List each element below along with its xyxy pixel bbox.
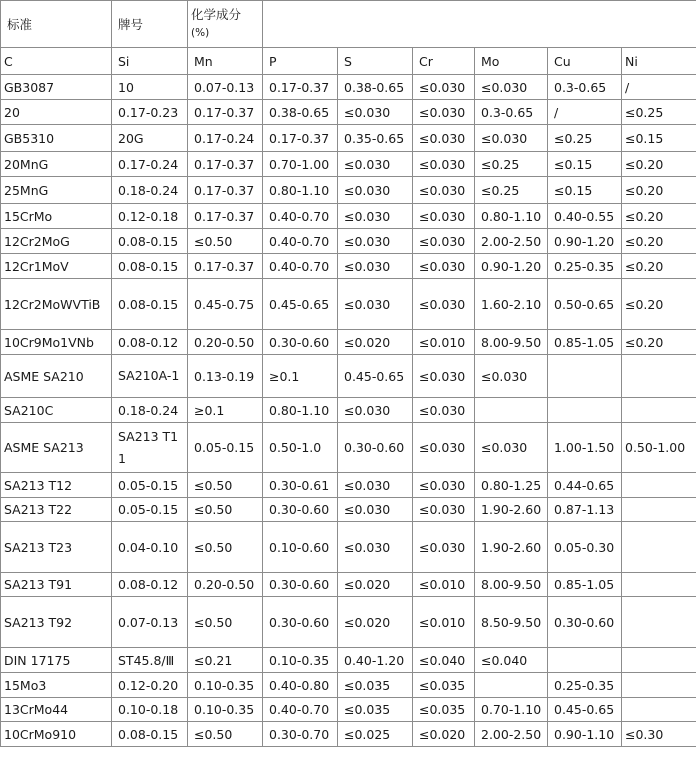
table-cell: SA213 T11	[112, 423, 188, 473]
table-cell: ≤0.25	[475, 177, 548, 204]
table-cell: 12Cr2MoWVTiB	[1, 279, 112, 330]
table-cell: /	[622, 75, 696, 100]
table-cell: ≤0.030	[338, 229, 413, 254]
table-cell: ≤0.50	[188, 229, 263, 254]
table-cell: SA210C	[1, 398, 112, 423]
table-cell	[622, 573, 696, 597]
table-cell: 0.45-0.65	[338, 355, 413, 398]
table-cell: 0.3-0.65	[548, 75, 622, 100]
table-cell	[622, 398, 696, 423]
table-cell: 20MnG	[1, 152, 112, 177]
table-cell	[622, 355, 696, 398]
table-cell: ≤0.030	[475, 423, 548, 473]
table-cell: 0.18-0.24	[112, 398, 188, 423]
table-cell: 0.08-0.15	[112, 722, 188, 747]
table-cell: ≤0.030	[338, 177, 413, 204]
table-cell: 0.30-0.61	[263, 473, 338, 498]
table-cell: SA213 T92	[1, 597, 112, 648]
table-cell: ≤0.030	[413, 229, 475, 254]
table-cell: 20G	[112, 125, 188, 152]
table-cell: 0.35-0.65	[338, 125, 413, 152]
table-row	[1, 498, 696, 522]
table-cell: 0.17-0.37	[188, 254, 263, 279]
table-cell: 0.70-1.10	[475, 698, 548, 722]
table-cell	[622, 522, 696, 573]
table-cell: 0.08-0.15	[112, 254, 188, 279]
table-cell: 0.38-0.65	[338, 75, 413, 100]
table-cell: ≤0.030	[413, 423, 475, 473]
table-cell: SA213 T91	[1, 573, 112, 597]
table-cell: 15Mo3	[1, 673, 112, 698]
table-cell: 0.10-0.60	[263, 522, 338, 573]
table-cell: 0.45-0.75	[188, 279, 263, 330]
table-cell: 0.50-1.0	[263, 423, 338, 473]
table-cell: ≤0.030	[338, 100, 413, 125]
table-cell: 0.17-0.37	[188, 204, 263, 229]
table-cell: 0.38-0.65	[263, 100, 338, 125]
table-cell: S	[338, 48, 413, 75]
table-row	[1, 279, 696, 330]
table-cell: 20	[1, 100, 112, 125]
table-cell: 25MnG	[1, 177, 112, 204]
table-cell: GB3087	[1, 75, 112, 100]
table-cell: 0.08-0.15	[112, 279, 188, 330]
table-cell	[622, 473, 696, 498]
table-cell: ≤0.25	[475, 152, 548, 177]
table-row	[1, 100, 696, 125]
table-cell: 0.90-1.20	[548, 229, 622, 254]
table-row	[1, 48, 696, 75]
table-cell	[475, 398, 548, 423]
table-cell: ≤0.030	[413, 204, 475, 229]
table-cell: Mn	[188, 48, 263, 75]
table-cell: DIN 17175	[1, 648, 112, 673]
table-cell: C	[1, 48, 112, 75]
table-cell: 0.87-1.13	[548, 498, 622, 522]
table-cell: SA213 T22	[1, 498, 112, 522]
table-row	[1, 722, 696, 747]
table-cell: 0.10-0.18	[112, 698, 188, 722]
table-cell: 10CrMo910	[1, 722, 112, 747]
table-cell: 0.3-0.65	[475, 100, 548, 125]
table-cell: 0.40-0.70	[263, 229, 338, 254]
header-composition	[188, 1, 263, 48]
table-cell: ≤0.25	[622, 100, 696, 125]
table-cell: ≤0.030	[475, 355, 548, 398]
table-cell: ≤0.030	[338, 254, 413, 279]
table-cell: 0.07-0.13	[188, 75, 263, 100]
table-cell: ≤0.030	[413, 100, 475, 125]
table-cell: 0.45-0.65	[548, 698, 622, 722]
table-cell: 10Cr9Mo1VNb	[1, 330, 112, 355]
table-cell: 0.30-0.60	[263, 330, 338, 355]
table-cell: Mo	[475, 48, 548, 75]
table-row	[1, 423, 696, 473]
table-cell: 0.20-0.50	[188, 573, 263, 597]
table-cell: /	[548, 100, 622, 125]
table-cell: ≤0.030	[413, 473, 475, 498]
table-cell: 0.80-1.25	[475, 473, 548, 498]
table-cell: 0.17-0.24	[112, 152, 188, 177]
table-cell: ≥0.1	[263, 355, 338, 398]
table-cell: 0.80-1.10	[475, 204, 548, 229]
table-cell: ≤0.030	[338, 204, 413, 229]
table-cell	[475, 673, 548, 698]
table-cell: ≤0.21	[188, 648, 263, 673]
table-cell: ≤0.030	[413, 398, 475, 423]
table-cell: ≤0.030	[475, 125, 548, 152]
header-standard: 标准	[1, 1, 112, 48]
table-cell: 0.40-0.70	[263, 204, 338, 229]
table-cell: ≤0.020	[338, 597, 413, 648]
table-cell: ≤0.030	[338, 279, 413, 330]
table-row	[1, 398, 696, 423]
header-blank	[263, 1, 696, 48]
table-cell: ≤0.50	[188, 597, 263, 648]
table-cell: 2.00-2.50	[475, 229, 548, 254]
table-cell: 0.10-0.35	[263, 648, 338, 673]
table-cell	[548, 355, 622, 398]
table-cell: 0.05-0.15	[188, 423, 263, 473]
table-cell: 0.40-0.70	[263, 254, 338, 279]
table-cell: 0.85-1.05	[548, 573, 622, 597]
table-cell: 0.50-1.00	[622, 423, 696, 473]
table-cell: 8.50-9.50	[475, 597, 548, 648]
table-cell: 0.17-0.37	[188, 100, 263, 125]
table-cell: ≤0.030	[413, 498, 475, 522]
table-cell	[622, 673, 696, 698]
table-cell: Cu	[548, 48, 622, 75]
table-cell: 12Cr1MoV	[1, 254, 112, 279]
table-cell: 8.00-9.50	[475, 330, 548, 355]
table-cell: SA213 T23	[1, 522, 112, 573]
table-cell	[622, 648, 696, 673]
table-cell: 0.05-0.15	[112, 473, 188, 498]
table-cell: ≤0.030	[413, 279, 475, 330]
table-cell	[622, 698, 696, 722]
table-cell: 0.30-0.70	[263, 722, 338, 747]
table-cell: ≤0.020	[338, 573, 413, 597]
table-cell: ≤0.50	[188, 722, 263, 747]
table-cell: 2.00-2.50	[475, 722, 548, 747]
table-cell: ≤0.030	[338, 398, 413, 423]
table-cell: ≤0.030	[338, 152, 413, 177]
table-cell: 0.40-0.70	[263, 698, 338, 722]
table-cell: 0.08-0.15	[112, 229, 188, 254]
table-cell: ≤0.20	[622, 229, 696, 254]
table-cell: GB5310	[1, 125, 112, 152]
table-cell: ≤0.030	[413, 355, 475, 398]
table-cell: 12Cr2MoG	[1, 229, 112, 254]
table-cell: 0.30-0.60	[263, 498, 338, 522]
table-row	[1, 673, 696, 698]
table-cell: 0.30-0.60	[263, 573, 338, 597]
table-cell: ≤0.50	[188, 522, 263, 573]
table-cell: ≤0.025	[338, 722, 413, 747]
table-cell	[622, 597, 696, 648]
table-row	[1, 254, 696, 279]
table-cell: ≤0.50	[188, 473, 263, 498]
table-cell: 0.04-0.10	[112, 522, 188, 573]
table-cell: ≤0.20	[622, 177, 696, 204]
table-row	[1, 355, 696, 398]
table-cell: ≤0.25	[548, 125, 622, 152]
table-cell: 0.90-1.10	[548, 722, 622, 747]
table-cell: ≤0.035	[413, 673, 475, 698]
table-row	[1, 573, 696, 597]
table-cell: 0.12-0.18	[112, 204, 188, 229]
table-cell: 0.30-0.60	[338, 423, 413, 473]
table-cell: ST45.8/Ⅲ	[112, 648, 188, 673]
table-cell: ≤0.15	[548, 177, 622, 204]
table-cell: SA213 T12	[1, 473, 112, 498]
table-cell: 0.17-0.23	[112, 100, 188, 125]
table-cell: ≥0.1	[188, 398, 263, 423]
table-cell: 1.60-2.10	[475, 279, 548, 330]
table-cell: ≤0.030	[338, 498, 413, 522]
table-row	[1, 152, 696, 177]
table-cell: 10	[112, 75, 188, 100]
header-row	[1, 1, 696, 48]
table-cell: ≤0.20	[622, 279, 696, 330]
table-cell: 0.17-0.37	[263, 75, 338, 100]
table-row	[1, 597, 696, 648]
table-cell: ≤0.030	[475, 75, 548, 100]
table-cell: 0.30-0.60	[263, 597, 338, 648]
table-cell: 0.17-0.37	[188, 152, 263, 177]
table-row	[1, 177, 696, 204]
table-cell: ≤0.040	[413, 648, 475, 673]
table-cell	[548, 648, 622, 673]
table-cell: ≤0.20	[622, 204, 696, 229]
table-cell: 0.13-0.19	[188, 355, 263, 398]
table-cell: 0.05-0.30	[548, 522, 622, 573]
table-cell: 0.08-0.12	[112, 573, 188, 597]
table-cell: 0.30-0.60	[548, 597, 622, 648]
table-cell: ≤0.030	[413, 522, 475, 573]
table-cell: ≤0.20	[622, 254, 696, 279]
table-cell: ≤0.035	[338, 673, 413, 698]
table-row	[1, 330, 696, 355]
table-cell: 0.80-1.10	[263, 398, 338, 423]
table-cell: Si	[112, 48, 188, 75]
table-cell: Cr	[413, 48, 475, 75]
table-cell: 0.20-0.50	[188, 330, 263, 355]
table-cell: 0.45-0.65	[263, 279, 338, 330]
table-cell: ≤0.030	[338, 473, 413, 498]
table-cell: ≤0.20	[622, 330, 696, 355]
table-row	[1, 204, 696, 229]
table-cell: 13CrMo44	[1, 698, 112, 722]
table-cell: 0.40-1.20	[338, 648, 413, 673]
table-cell	[622, 498, 696, 522]
table-cell: 0.40-0.55	[548, 204, 622, 229]
table-cell: ≤0.50	[188, 498, 263, 522]
table-cell: ASME SA213	[1, 423, 112, 473]
table-cell: SA210A-1	[112, 355, 188, 398]
table-cell: 0.25-0.35	[548, 254, 622, 279]
table-cell: 0.05-0.15	[112, 498, 188, 522]
table-cell: Ni	[622, 48, 696, 75]
table-cell: 0.10-0.35	[188, 673, 263, 698]
table-cell: 0.70-1.00	[263, 152, 338, 177]
header-grade: 牌号	[112, 1, 188, 48]
table-cell: ≤0.030	[413, 125, 475, 152]
table-cell: 8.00-9.50	[475, 573, 548, 597]
table-cell: 0.17-0.24	[188, 125, 263, 152]
table-cell: 0.44-0.65	[548, 473, 622, 498]
table-cell: ≤0.030	[413, 177, 475, 204]
table-cell: ≤0.020	[413, 722, 475, 747]
table-cell: ≤0.010	[413, 573, 475, 597]
table-cell: 0.85-1.05	[548, 330, 622, 355]
table-cell: 0.12-0.20	[112, 673, 188, 698]
table-body	[1, 1, 696, 747]
table-cell: 1.90-2.60	[475, 522, 548, 573]
table-row	[1, 75, 696, 100]
table-row	[1, 229, 696, 254]
table-cell: ≤0.30	[622, 722, 696, 747]
table-cell: ≤0.15	[622, 125, 696, 152]
table-cell: 0.80-1.10	[263, 177, 338, 204]
table-cell: ≤0.030	[413, 254, 475, 279]
table-cell: 0.10-0.35	[188, 698, 263, 722]
table-cell: ≤0.010	[413, 597, 475, 648]
table-cell: ≤0.035	[413, 698, 475, 722]
table-cell: 1.90-2.60	[475, 498, 548, 522]
table-row	[1, 473, 696, 498]
header-composition-unit: (%)	[191, 27, 210, 39]
table-cell: 1.00-1.50	[548, 423, 622, 473]
table-cell	[548, 398, 622, 423]
table-cell: ≤0.20	[622, 152, 696, 177]
table-row	[1, 125, 696, 152]
table-row	[1, 522, 696, 573]
table-cell: ≤0.010	[413, 330, 475, 355]
table-cell: 0.90-1.20	[475, 254, 548, 279]
table-cell: ≤0.030	[413, 152, 475, 177]
table-cell: ≤0.030	[338, 522, 413, 573]
table-cell: ≤0.030	[413, 75, 475, 100]
table-cell: 0.40-0.80	[263, 673, 338, 698]
table-row	[1, 698, 696, 722]
table-cell: 0.07-0.13	[112, 597, 188, 648]
table-cell: ≤0.040	[475, 648, 548, 673]
table-cell: 15CrMo	[1, 204, 112, 229]
table-cell: 0.18-0.24	[112, 177, 188, 204]
table-cell: 0.17-0.37	[263, 125, 338, 152]
header-composition-label: 化学成分	[191, 7, 242, 22]
table-cell: 0.25-0.35	[548, 673, 622, 698]
table-cell: P	[263, 48, 338, 75]
table-cell: 0.50-0.65	[548, 279, 622, 330]
table-cell: 0.17-0.37	[188, 177, 263, 204]
table-cell: ≤0.020	[338, 330, 413, 355]
table-cell: ≤0.15	[548, 152, 622, 177]
table-row	[1, 648, 696, 673]
table-cell: ASME SA210	[1, 355, 112, 398]
table-cell: ≤0.035	[338, 698, 413, 722]
table-cell: 0.08-0.12	[112, 330, 188, 355]
